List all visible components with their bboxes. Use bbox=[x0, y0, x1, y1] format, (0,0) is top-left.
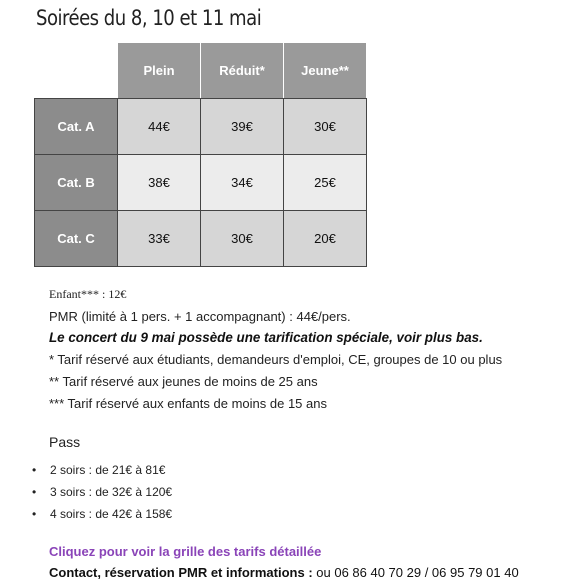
price-cell: 39€ bbox=[201, 99, 284, 155]
list-item bbox=[32, 481, 172, 503]
pass-list bbox=[32, 459, 172, 525]
pass-item-label: 4 soirs : de 42€ à 158€ bbox=[50, 507, 173, 521]
pass-item-label: 2 soirs : de 21€ à 81€ bbox=[50, 463, 166, 477]
table-row bbox=[35, 211, 367, 267]
row-header-cat-c: Cat. C bbox=[35, 211, 118, 267]
footnote-enfant: *** Tarif réservé aux enfants de moins de 15 ans bbox=[49, 396, 327, 411]
bullet-icon: • bbox=[32, 485, 37, 499]
row-header-cat-b: Cat. B bbox=[35, 155, 118, 211]
price-cell: 25€ bbox=[284, 155, 367, 211]
detailed-prices-link[interactable]: Cliquez pour voir la grille des tarifs détaillée bbox=[49, 544, 322, 559]
price-cell: 20€ bbox=[284, 211, 367, 267]
table-row bbox=[35, 99, 367, 155]
contact-phone-numbers: ou 06 86 40 70 29 / 06 95 79 01 40 bbox=[312, 565, 519, 580]
table-header-row bbox=[35, 43, 367, 99]
table-row bbox=[35, 155, 367, 211]
list-item bbox=[32, 503, 172, 525]
page-title: Soirées du 8, 10 et 11 mai bbox=[36, 6, 262, 30]
price-cell: 38€ bbox=[118, 155, 201, 211]
price-table bbox=[34, 42, 367, 267]
pass-heading: Pass bbox=[49, 434, 81, 450]
list-item bbox=[32, 459, 172, 481]
column-header-reduit: Réduit* bbox=[201, 43, 284, 99]
bullet-icon: • bbox=[32, 507, 37, 521]
column-header-jeune: Jeune** bbox=[284, 43, 367, 99]
note-special-concert: Le concert du 9 mai possède une tarification spéciale, voir plus bas. bbox=[49, 330, 483, 345]
table-corner-cell bbox=[35, 43, 118, 99]
price-cell: 34€ bbox=[201, 155, 284, 211]
note-pmr: PMR (limité à 1 pers. + 1 accompagnant) : 44€/pers. bbox=[49, 309, 351, 324]
price-cell: 33€ bbox=[118, 211, 201, 267]
price-cell: 30€ bbox=[201, 211, 284, 267]
column-header-plein: Plein bbox=[118, 43, 201, 99]
contact-label: Contact, réservation PMR et informations : bbox=[49, 565, 313, 580]
pass-item-label: 3 soirs : de 32€ à 120€ bbox=[50, 485, 173, 499]
price-cell: 44€ bbox=[118, 99, 201, 155]
footnote-jeune: ** Tarif réservé aux jeunes de moins de 25 ans bbox=[49, 374, 318, 389]
bullet-icon: • bbox=[32, 463, 37, 477]
contact-line bbox=[49, 565, 519, 580]
note-enfant: Enfant*** : 12€ bbox=[49, 287, 127, 301]
row-header-cat-a: Cat. A bbox=[35, 99, 118, 155]
price-cell: 30€ bbox=[284, 99, 367, 155]
footnote-reduit: * Tarif réservé aux étudiants, demandeurs d'emploi, CE, groupes de 10 ou plus bbox=[49, 352, 503, 367]
